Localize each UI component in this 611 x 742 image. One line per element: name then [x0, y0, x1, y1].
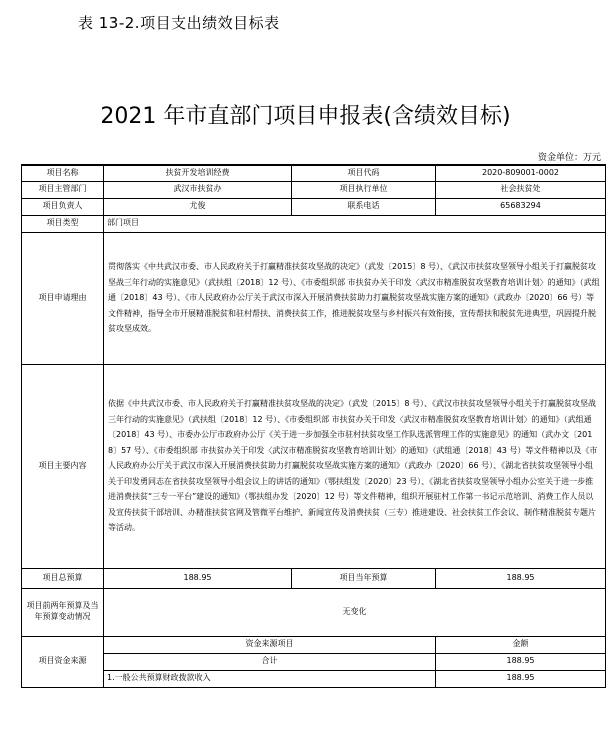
total-budget-label: 项目总预算	[22, 568, 104, 588]
change-label: 项目前两年预算及当年预算变动情况	[22, 588, 104, 636]
funds-header-source: 资金来源项目	[104, 636, 436, 653]
leader-value: 尤俊	[104, 198, 292, 215]
reason-text: 贯彻落实《中共武汉市委、市人民政府关于打赢精准扶贫攻坚战的决定》（武发〔2015〕8 号）、《武汉市扶贫攻坚领导小组关于打赢脱贫攻坚战三年行动的实施意见》（武扶组〔2018〕12 号）、《市委组织部 市扶贫办关于印发〈武汉市精准脱贫攻坚教育培训计划〉的通知》（武组通〔2018〕43 号）、《市人民政府办公厅关于武汉市深入开展消费扶贫助力打赢脱贫攻坚战实施方案的通知》（武政办〔2020〕66 号）等文件精神，指导全市开展精准脱贫和驻村帮扶、消费扶贫工作，推进脱贫攻坚与乡村振兴有效衔接，宣传帮扶和脱贫先进典型，巩固提升脱贫攻坚成效。	[104, 232, 606, 364]
content-text: 依据《中共武汉市委、市人民政府关于打赢精准扶贫攻坚战的决定》（武发〔2015〕8 号）、《武汉市扶贫攻坚领导小组关于打赢脱贫攻坚战三年行动的实施意见》（武扶组〔2018〕12 号）、《市委组织部 市扶贫办关于印发〈武汉市精准脱贫攻坚教育培训计划〉的通知》（武组通〔2018〕43 号）、市委办公厅市政府办公厅《关于进一步加强全市驻村扶贫攻坚工作队选派管理工作的实施意见》的通知（武办文〔2018〕57 号）、《市委组织部 市扶贫办关于印发〈武汉市精准脱贫攻坚教育培训计划〉的通知》（武组通〔2018〕43 号）等文件精神以及《市人民政府办公厅关于武汉市深入开展消费扶贫助力打赢脱贫攻坚战实施方案的通知》（武政办〔2020〕66 号）、《湖北省扶贫攻坚领导小组关于印发勇同志在省扶贫攻坚领导小组会议上的讲话的通知》（鄂扶组发〔2020〕23 号）、《湖北省扶贫攻坚领导小组办公室关于进一步推进消费扶贫“三专一平台”建设的通知》（鄂扶组办发〔2020〕12 号）等文件精神，组织开展驻村工作第一书记示范培训、消费工作人员以及宣传扶贫干部培训、办精准扶贫官网及管微平台维护、新闻宣传及消费扶贫（三专）推进建设、社会扶贫工作会议、制作精准脱贫专题片等活动。	[104, 364, 606, 568]
funds-label: 项目资金来源	[22, 636, 104, 687]
leader-label: 项目负责人	[22, 198, 104, 215]
project-code-label: 项目代码	[292, 165, 436, 181]
department-label: 项目主管部门	[22, 181, 104, 198]
year-budget-label: 项目当年预算	[292, 568, 436, 588]
phone-label: 联系电话	[292, 198, 436, 215]
funds-item-value: 188.95	[436, 670, 606, 687]
table-caption: 表 13-2.项目支出绩效目标表	[78, 14, 280, 32]
funds-total-label: 合计	[104, 653, 436, 670]
project-name-value: 扶贫开发培训经费	[104, 165, 292, 181]
content-label: 项目主要内容	[22, 364, 104, 568]
department-value: 武汉市扶贫办	[104, 181, 292, 198]
page-title: 2021 年市直部门项目申报表(含绩效目标)	[100, 104, 511, 129]
year-budget-value: 188.95	[436, 568, 606, 588]
change-value: 无变化	[104, 588, 606, 636]
project-name-label: 项目名称	[22, 165, 104, 181]
type-label: 项目类型	[22, 215, 104, 232]
reason-label: 项目申请理由	[22, 232, 104, 364]
phone-value: 65683294	[436, 198, 606, 215]
exec-unit-label: 项目执行单位	[292, 181, 436, 198]
exec-unit-value: 社会扶贫处	[436, 181, 606, 198]
type-value: 部门项目	[104, 215, 606, 232]
unit-label: 资金单位：万元	[537, 153, 601, 163]
funds-header-amount: 金额	[436, 636, 606, 653]
funds-item-label: 1.一般公共预算财政拨款收入	[104, 670, 436, 687]
project-table	[21, 164, 606, 688]
funds-total-value: 188.95	[436, 653, 606, 670]
project-code-value: 2020-809001-0002	[436, 165, 606, 181]
total-budget-value: 188.95	[104, 568, 292, 588]
